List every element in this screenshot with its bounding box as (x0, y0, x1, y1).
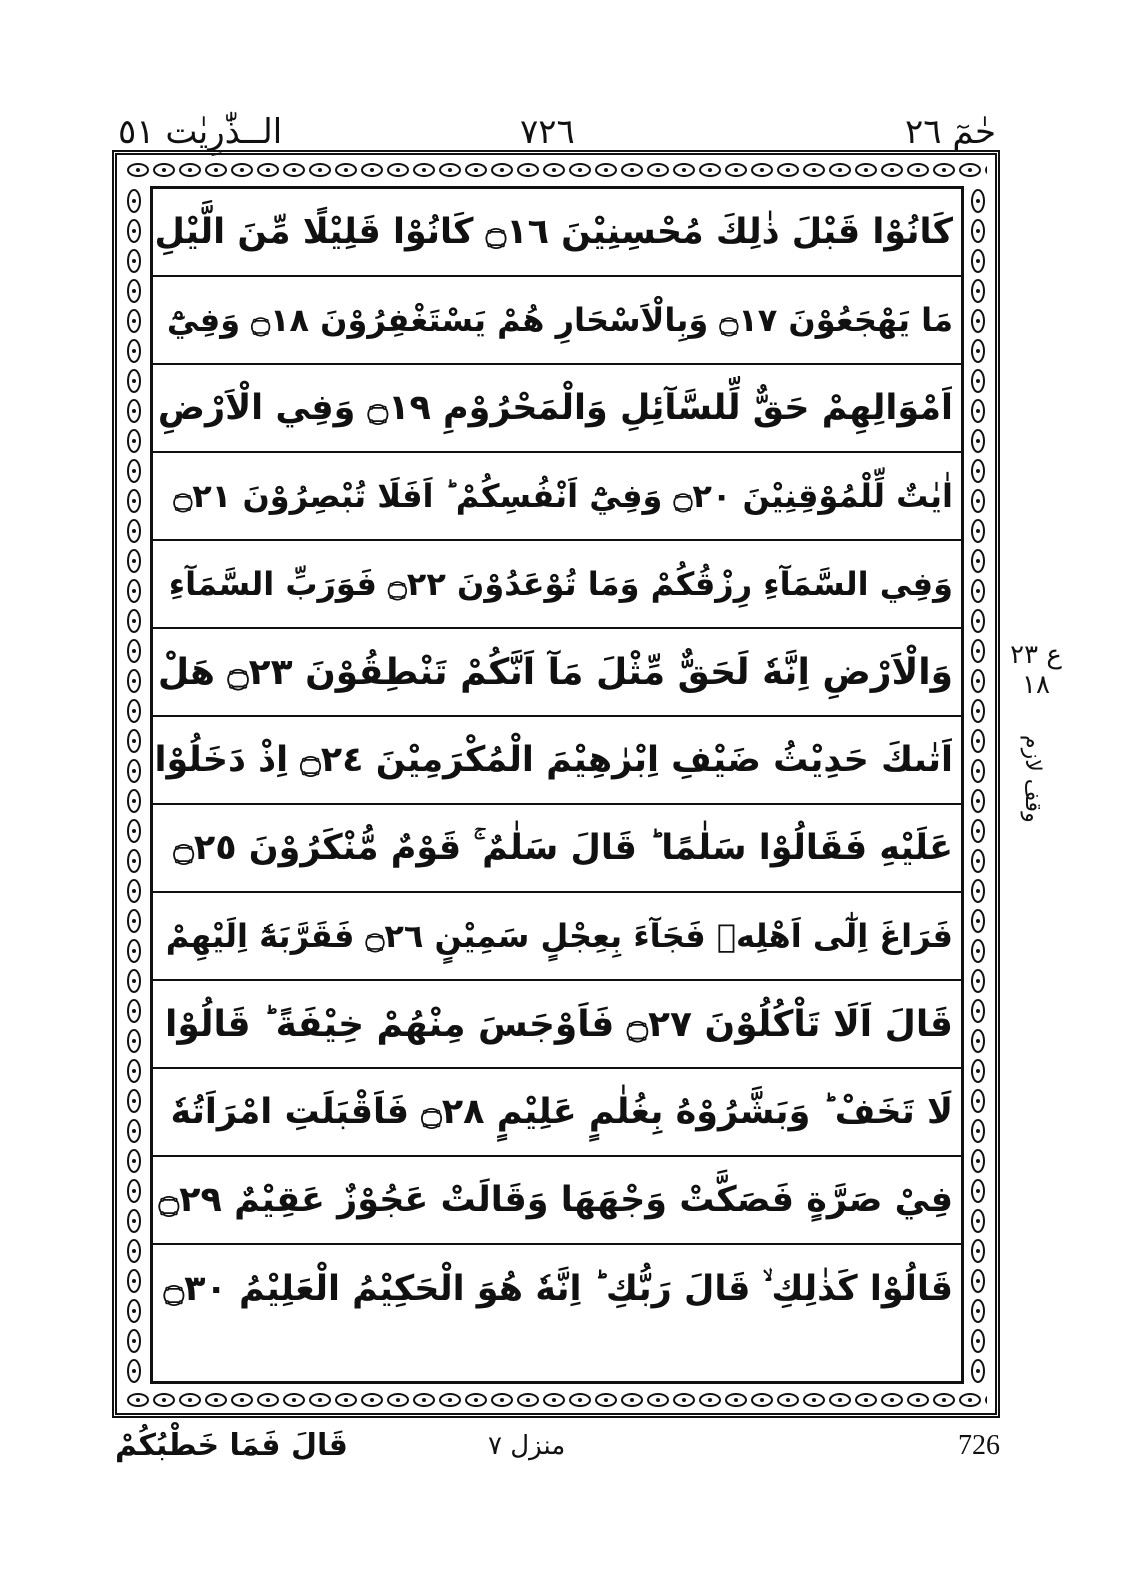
verse-line: وَالْاَرْضِ اِنَّهٗ لَحَقٌّ مِّثْلَ مَآ اَنَّكُمْ تَنْطِقُوْنَ ۝٢٣ هَلْ (153, 629, 961, 717)
page-number-header: ٧٢٦ (520, 112, 575, 152)
verse-line: لَا تَخَفْ ؕ وَبَشَّرُوْهُ بِغُلٰمٍ عَلِيْمٍ ۝٢٨ فَاَقْبَلَتِ امْرَاَتُهٗ (153, 1069, 961, 1157)
para-name-header: حٰمٓ ٢٦ (905, 112, 996, 152)
verse-line: مَا يَهْجَعُوْنَ ۝١٧ وَبِالْاَسْحَارِ هُمْ يَسْتَغْفِرُوْنَ ۝١٨ وَفِيْٓ (153, 277, 961, 365)
margin-note (1006, 640, 1066, 870)
verse-line: فِيْ صَرَّةٍ فَصَكَّتْ وَجْهَهَا وَقَالَتْ عَجُوْزٌ عَقِيْمٌ ۝٢٩ (153, 1157, 961, 1245)
verse-line: اَتٰىكَ حَدِيْثُ ضَيْفِ اِبْرٰهِيْمَ الْمُكْرَمِيْنَ ۝٢٤ اِذْ دَخَلُوْا (153, 717, 961, 805)
page-number-footer: 726 (958, 1430, 1000, 1461)
decorative-border-bottom (125, 1388, 987, 1412)
verse-line: وَفِي السَّمَآءِ رِزْقُكُمْ وَمَا تُوْعَدُوْنَ ۝٢٢ فَوَرَبِّ السَّمَآءِ (153, 541, 961, 629)
surah-name-header: الــذّٰرِيٰت ٥١ (118, 112, 283, 152)
decorative-border-left (122, 186, 146, 1384)
catchword: قَالَ فَمَا خَطْبُكُمْ (115, 1428, 348, 1463)
decorative-border-right (966, 186, 990, 1384)
verse-line: قَالَ اَلَا تَاْكُلُوْنَ ۝٢٧ فَاَوْجَسَ مِنْهُمْ خِيْفَةً ؕ قَالُوْا (153, 981, 961, 1069)
decorative-border-top (125, 158, 987, 182)
verse-line: كَانُوْا قَبْلَ ذٰلِكَ مُحْسِنِيْنَ ۝١٦ كَانُوْا قَلِيْلًا مِّنَ الَّيْلِ (153, 189, 961, 277)
verse-line: اٰيٰتٌ لِّلْمُوْقِنِيْنَ ۝٢٠ وَفِيْٓ اَنْفُسِكُمْ ؕ اَفَلَا تُبْصِرُوْنَ ۝٢١ (153, 453, 961, 541)
verse-line: فَرَاغَ اِلٰٓى اَهْلِهٖ فَجَآءَ بِعِجْلٍ سَمِيْنٍ ۝٢٦ فَقَرَّبَهٗٓ اِلَيْهِمْ (153, 893, 961, 981)
manzil-label: منزل ٧ (488, 1431, 566, 1461)
verse-line: عَلَيْهِ فَقَالُوْا سَلٰمًا ؕ قَالَ سَلٰمٌ ۚ قَوْمٌ مُّنْكَرُوْنَ ۝٢٥ (153, 805, 961, 893)
waqf-lazim-note: وقف لازم (1020, 735, 1045, 823)
verse-line: اَمْوَالِهِمْ حَقٌّ لِّلسَّآئِلِ وَالْمَحْرُوْمِ ۝١٩ وَفِي الْاَرْضِ (153, 365, 961, 453)
ruku-marker: ع ٢٣ ١٨ (1010, 640, 1062, 700)
verse-line: قَالُوْا كَذٰلِكِ ۙ قَالَ رَبُّكِ ؕ اِنَّهٗ هُوَ الْحَكِيْمُ الْعَلِيْمُ ۝٣٠ (163, 1269, 953, 1309)
verse-lines (153, 189, 961, 1333)
